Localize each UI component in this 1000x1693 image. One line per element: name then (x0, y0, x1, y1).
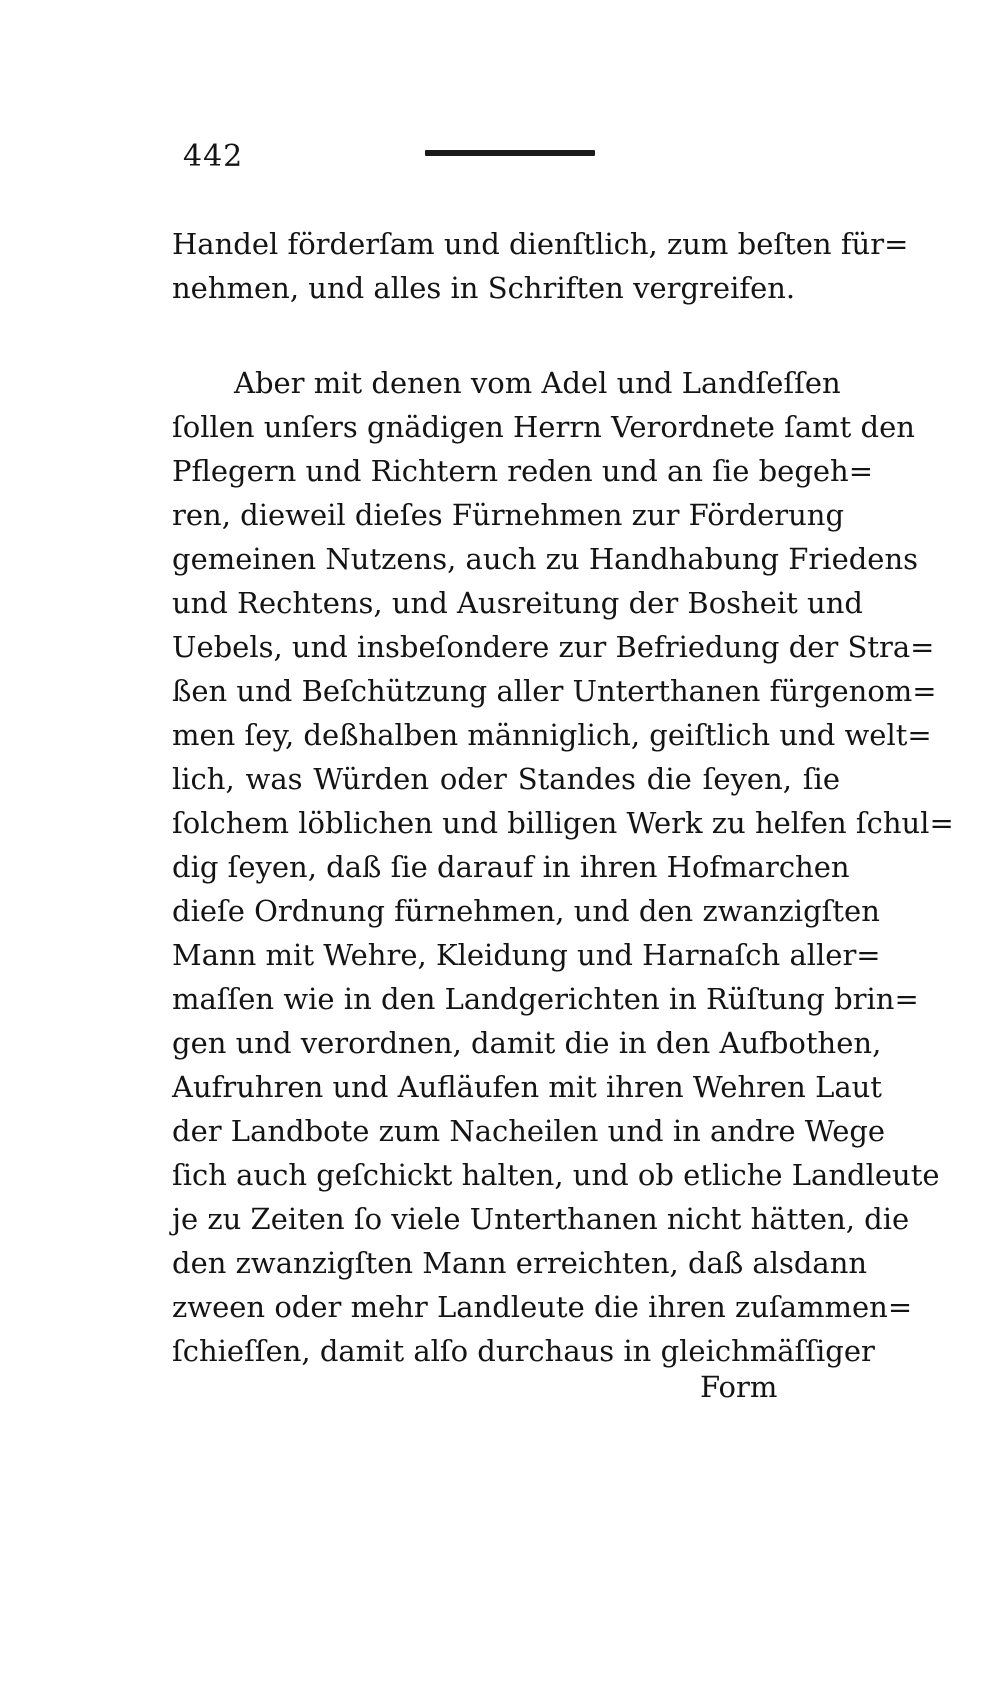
paragraph-1 (172, 222, 909, 310)
page-number: 442 (183, 139, 244, 174)
text-line: maſſen wie in den Landgerichten in Rüſtung brin= (172, 982, 919, 1016)
text-line: den zwanzigſten Mann erreichten, daß alsdann (172, 1246, 868, 1280)
text-line: ren, dieweil dieſes Fürnehmen zur Förderung (172, 498, 845, 532)
text-line: der Landbote zum Nacheilen und in andre Wege (172, 1114, 886, 1148)
text-line: nehmen, und alles in Schriften vergreifen. (172, 271, 796, 305)
text-line: ſich auch geſchickt halten, und ob etliche Landleute (172, 1158, 940, 1192)
text-line: Pflegern und Richtern reden und an ſie begeh= (172, 454, 874, 488)
text-line: Mann mit Wehre, Kleidung und Harnaſch aller= (172, 938, 881, 972)
paragraph-2 (172, 361, 954, 1373)
text-line: dig ſeyen, daß ſie darauf in ihren Hofmarchen (172, 850, 850, 884)
header-rule (425, 150, 595, 156)
text-line: gen und verordnen, damit die in den Aufbothen, (172, 1026, 882, 1060)
text-line: gemeinen Nutzens, auch zu Handhabung Friedens (172, 542, 919, 576)
text-line: und Rechtens, und Ausreitung der Bosheit und (172, 586, 863, 620)
text-line: Aber mit denen vom Adel und Landſeſſen (234, 366, 841, 400)
text-line: zween oder mehr Landleute die ihren zuſammen= (172, 1290, 913, 1324)
text-line: ſollen unſers gnädigen Herrn Verordnete ſamt den (172, 410, 915, 444)
text-line: ßen und Beſchützung aller Unterthanen fürgenom= (172, 674, 937, 708)
text-line: Aufruhren und Aufläufen mit ihren Wehren Laut (172, 1070, 882, 1104)
text-line: ſolchem löblichen und billigen Werk zu helfen ſchul= (172, 806, 954, 840)
text-line: je zu Zeiten ſo viele Unterthanen nicht hätten, die (172, 1202, 910, 1236)
text-line: dieſe Ordnung fürnehmen, und den zwanzigſten (172, 894, 880, 928)
text-line: men ſey, deßhalben männiglich, geiſtlich und welt= (172, 718, 932, 752)
text-line: Uebels, und insbeſondere zur Befriedung der Stra= (172, 630, 935, 664)
text-line: ſchieſſen, damit alſo durchaus in gleichmäſſiger (172, 1334, 875, 1368)
text-line: Handel förderſam und dienſtlich, zum beſten für= (172, 227, 909, 261)
text-line: lich, was Würden oder Standes die ſeyen, ſie (172, 762, 840, 796)
catchword: Form (700, 1370, 778, 1404)
